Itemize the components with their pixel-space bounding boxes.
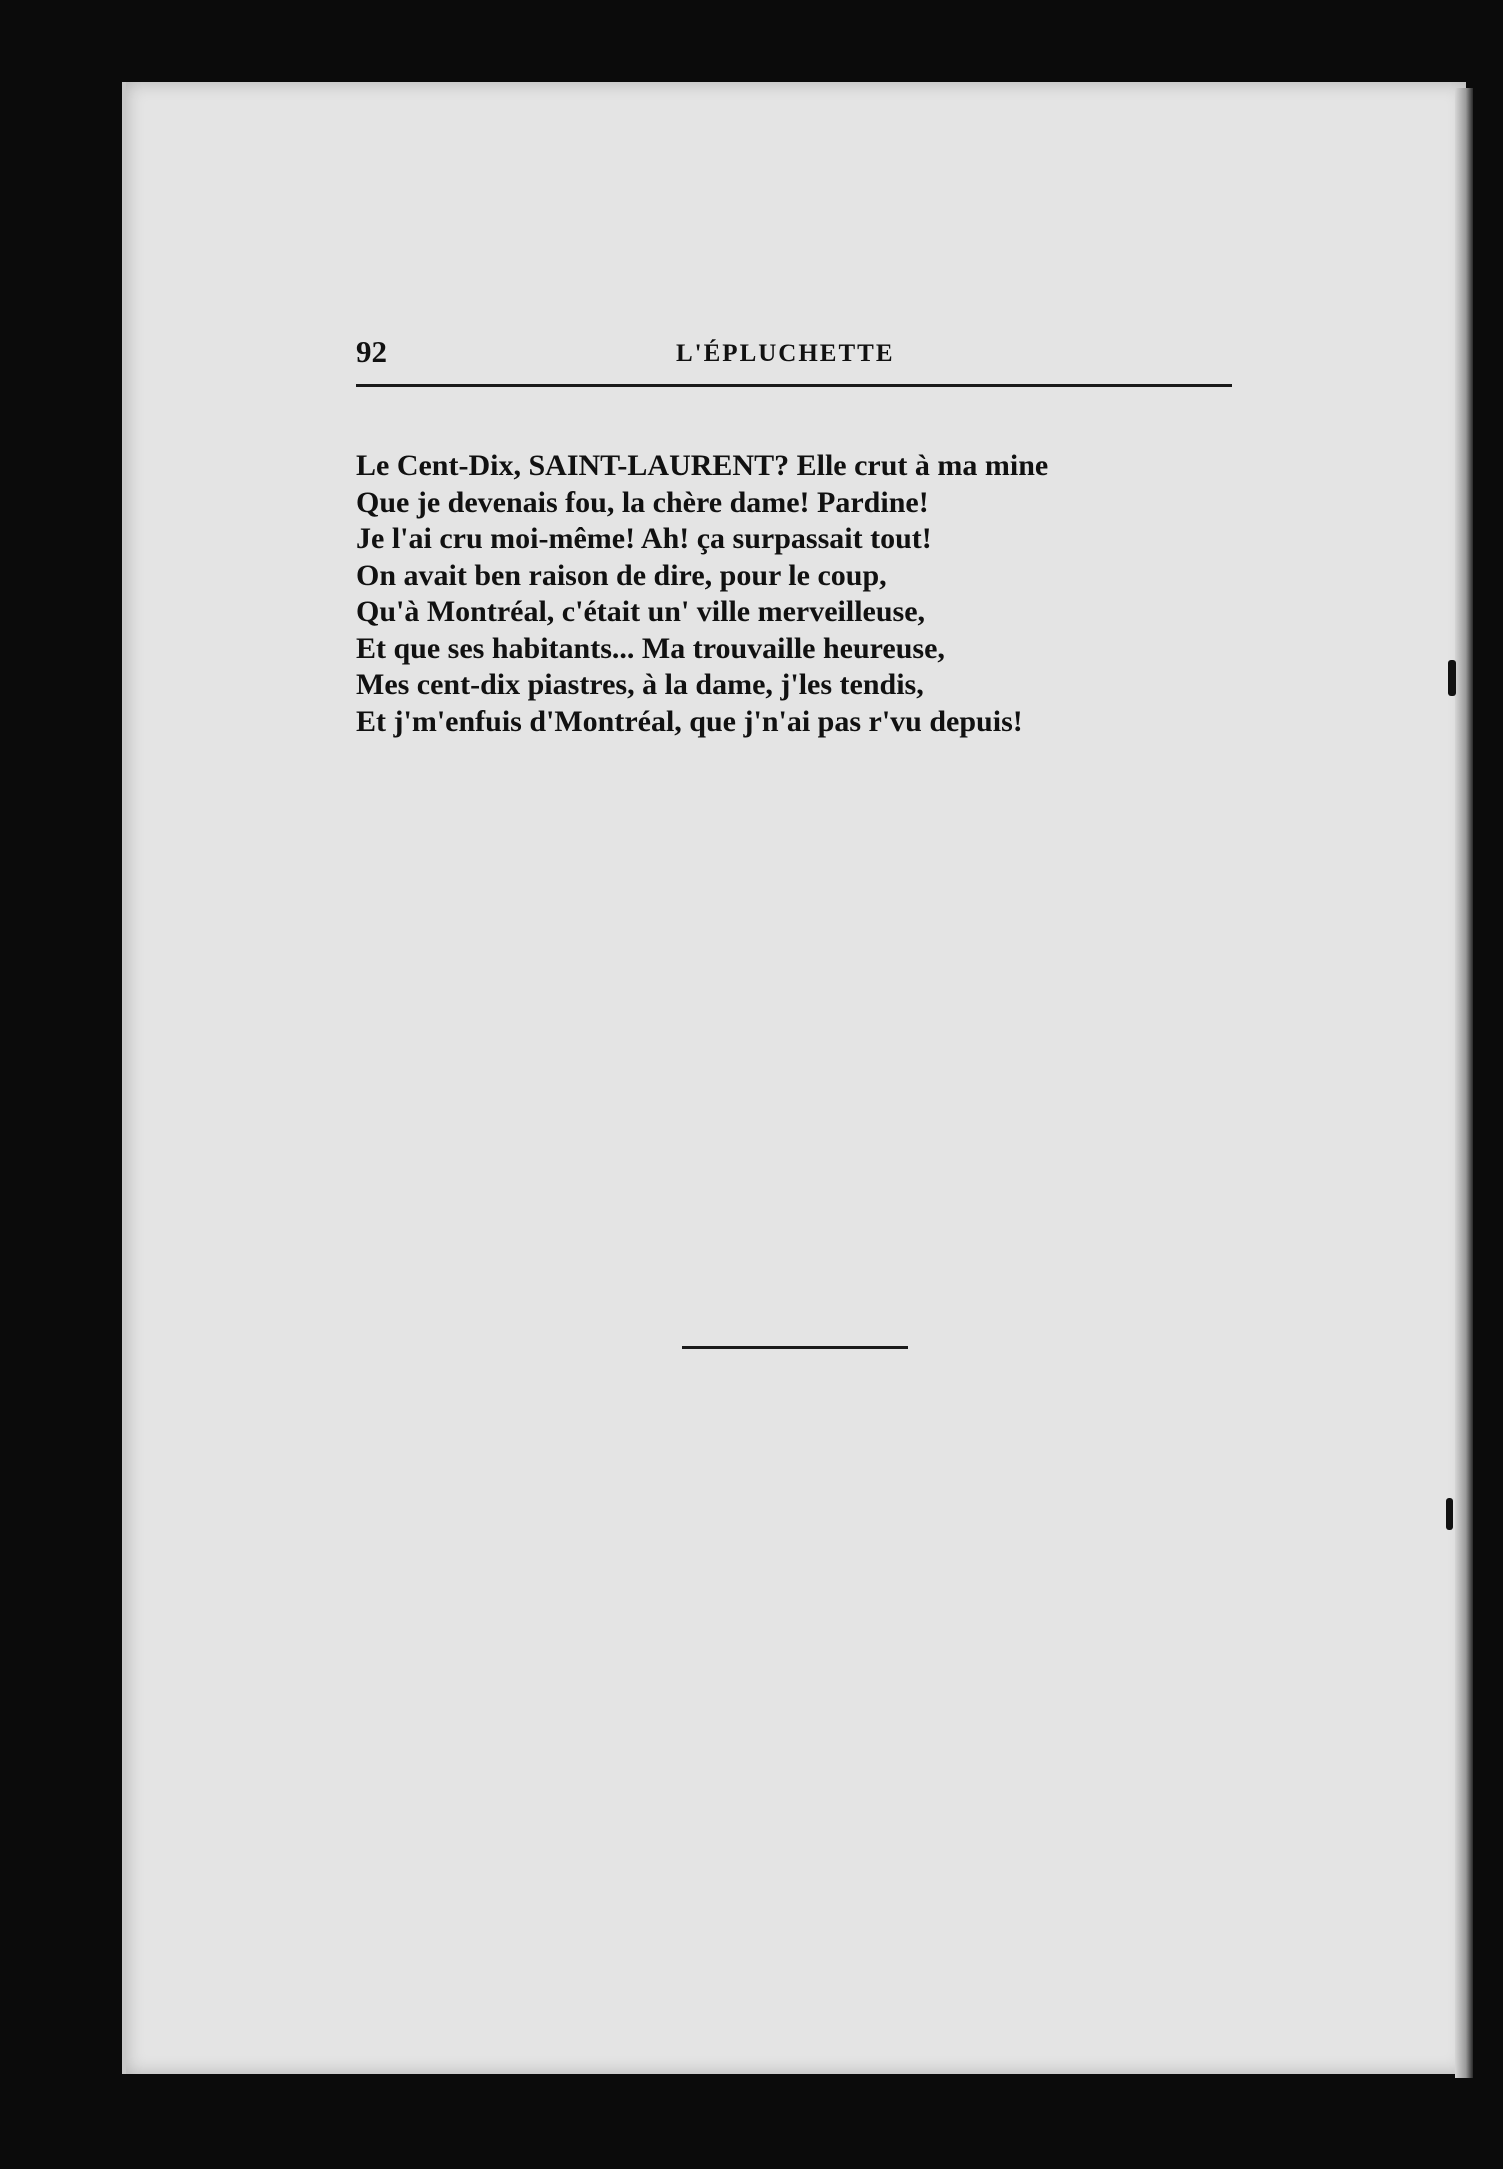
- verse-line: Le Cent-Dix, SAINT-LAURENT? Elle crut à ma mine: [356, 449, 1049, 482]
- verse-line: Et que ses habitants... Ma trouvaille heureuse,: [356, 631, 945, 665]
- verse-line: Mes cent-dix piastres, à la dame, j'les tendis,: [356, 668, 924, 701]
- page-edge-shadow: [1455, 88, 1473, 2078]
- verse-line: Que je devenais fou, la chère dame! Pardine!: [356, 485, 929, 519]
- verse-line: Et j'm'enfuis d'Montréal, que j'n'ai pas r'vu depuis!: [356, 704, 1023, 738]
- verse-line: On avait ben raison de dire, pour le coup,: [356, 558, 887, 592]
- header-rule: [356, 384, 1232, 387]
- binding-mark-bottom: [1446, 1498, 1453, 1530]
- verse-line: Qu'à Montréal, c'était un' ville merveilleuse,: [356, 595, 926, 628]
- running-title: L'ÉPLUCHETTE: [676, 340, 895, 367]
- verse-line: Je l'ai cru moi-même! Ah! ça surpassait tout!: [356, 522, 932, 555]
- binding-mark-top: [1448, 660, 1456, 696]
- book-page: [122, 82, 1466, 2074]
- verse-block: [356, 448, 1256, 740]
- page-number: 92: [356, 334, 387, 369]
- section-end-rule: [682, 1346, 908, 1349]
- page-header: [356, 334, 1232, 374]
